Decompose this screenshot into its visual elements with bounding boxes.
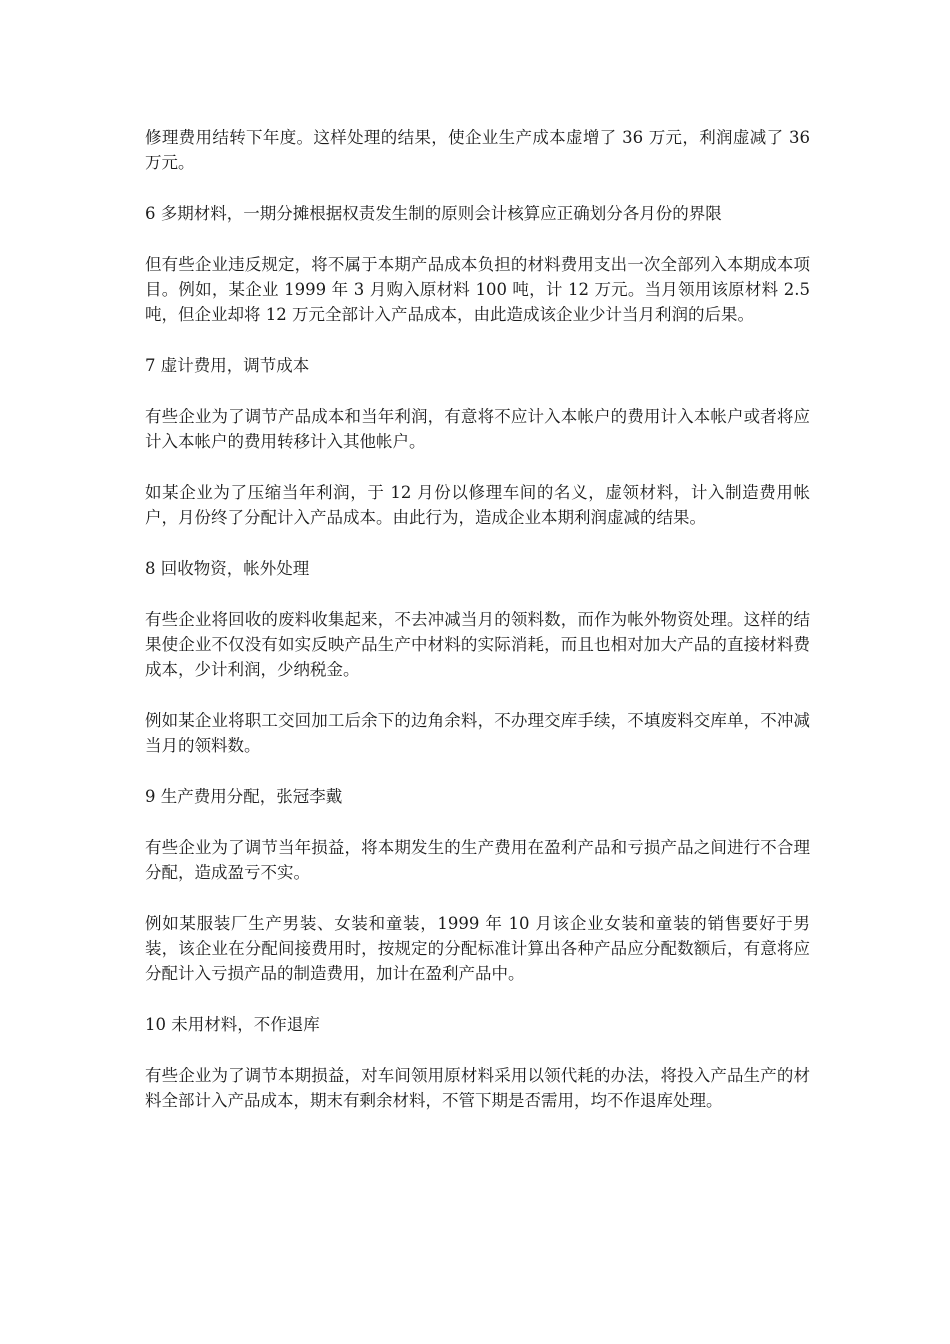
paragraph: 有些企业为了调节本期损益，对车间领用原材料采用以领代耗的办法，将投入产品生产的材料全部计入产品成本，期末有剩余材料，不管下期是否需用，均不作退库处理。 [145, 1066, 810, 1110]
paragraph: 有些企业为了调节当年损益，将本期发生的生产费用在盈利产品和亏损产品之间进行不合理分配，造成盈亏不实。 [145, 838, 810, 882]
section-heading: 8 回收物资，帐外处理 [145, 559, 310, 578]
section-heading: 9 生产费用分配，张冠李戴 [145, 787, 343, 806]
section-heading: 6 多期材料，一期分摊根据权责发生制的原则会计核算应正确划分各月份的界限 [145, 204, 722, 223]
document-page [145, 125, 810, 1139]
section-heading: 7 虚计费用，调节成本 [145, 356, 310, 375]
paragraph: 如某企业为了压缩当年利润，于 12 月份以修理车间的名义，虚领材料，计入制造费用帐户，月份终了分配计入产品成本。由此行为，造成企业本期利润虚减的结果。 [145, 483, 810, 527]
paragraph: 例如某企业将职工交回加工后余下的边角余料，不办理交库手续，不填废料交库单，不冲减当月的领料数。 [145, 711, 810, 755]
paragraph: 有些企业为了调节产品成本和当年利润，有意将不应计入本帐户的费用计入本帐户或者将应计入本帐户的费用转移计入其他帐户。 [145, 407, 810, 451]
section-heading: 10 未用材料，不作退库 [145, 1015, 320, 1034]
paragraph: 有些企业将回收的废料收集起来，不去冲减当月的领料数，而作为帐外物资处理。这样的结果使企业不仅没有如实反映产品生产中材料的实际消耗，而且也相对加大产品的直接材料费成本，少计利润，少纳税金。 [145, 610, 810, 679]
paragraph: 修理费用结转下年度。这样处理的结果，使企业生产成本虚增了 36 万元，利润虚减了 36 万元。 [145, 128, 810, 172]
paragraph: 例如某服装厂生产男装、女装和童装，1999 年 10 月该企业女装和童装的销售要好于男装，该企业在分配间接费用时，按规定的分配标准计算出各种产品应分配数额后，有意将应分配计入亏损产品的制造费用，加计在盈利产品中。 [145, 914, 810, 983]
paragraph: 但有些企业违反规定，将不属于本期产品成本负担的材料费用支出一次全部列入本期成本项目。例如，某企业 1999 年 3 月购入原材料 100 吨，计 12 万元。当月领用该原材料 2.5 吨，但企业却将 12 万元全部计入产品成本，由此造成该企业少计当月利润的后果。 [145, 255, 810, 324]
